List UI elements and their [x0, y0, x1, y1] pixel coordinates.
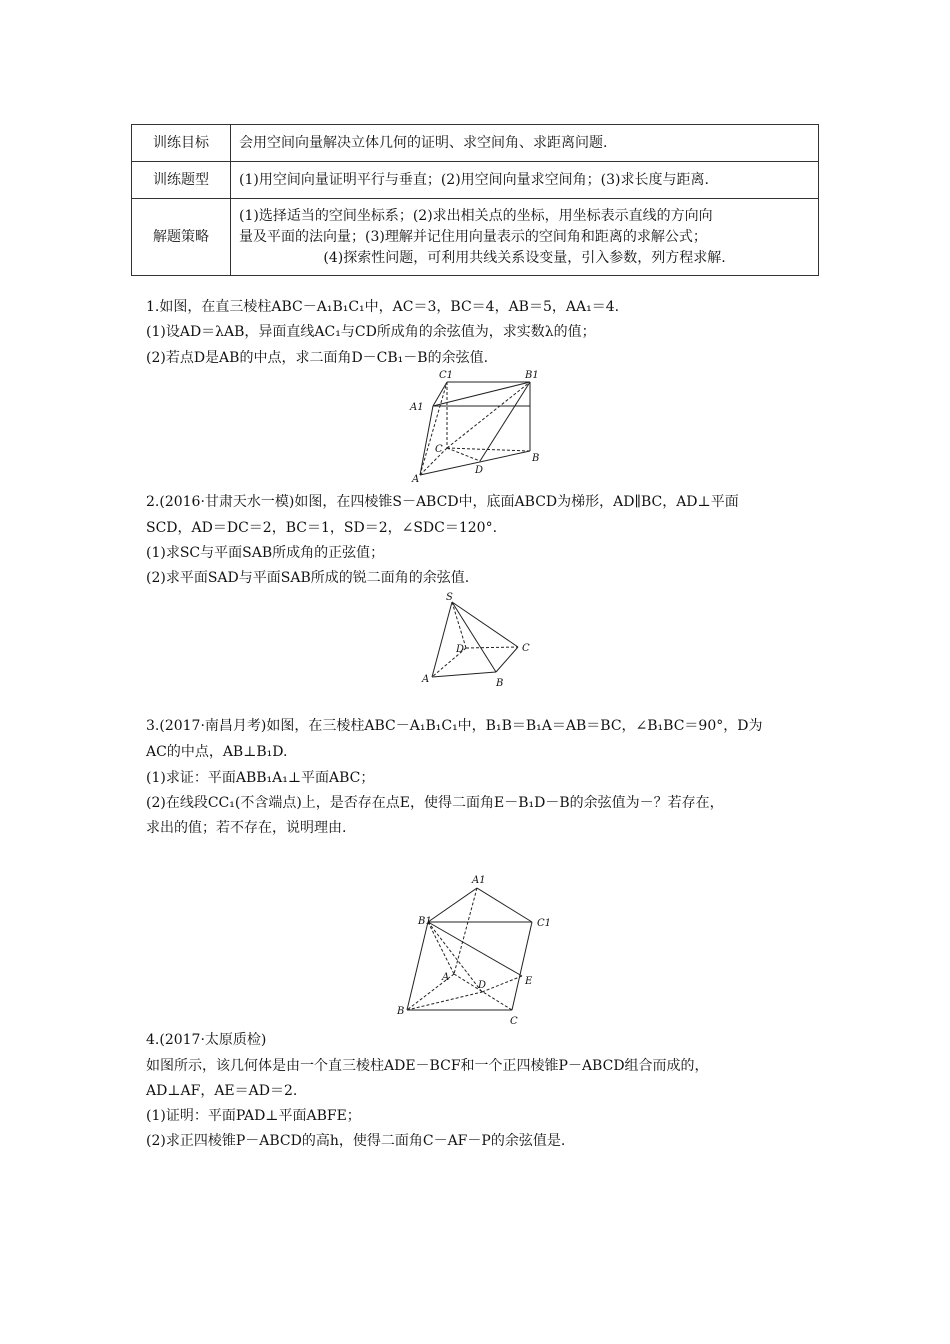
row-label: 训练题型 — [132, 162, 231, 199]
problem-2-line: (1)求SC与平面SAB所成角的正弦值； — [146, 545, 385, 561]
figure-label: C — [435, 444, 443, 455]
problem-4-line: (2)求正四棱锥P－ABCD的高h，使得二面角C－AF－P的余弦值是. — [146, 1133, 566, 1149]
prism-figure-1 — [405, 368, 555, 483]
figure-label: S — [446, 592, 453, 603]
row-text: (1)用空间向量证明平行与垂直；(2)用空间向量求空间角；(3)求长度与距离. — [231, 162, 819, 199]
problem-3-line: 求出的值；若不存在，说明理由. — [146, 820, 347, 836]
figure-label: B — [496, 678, 504, 689]
table-row — [132, 162, 819, 199]
row-text: 会用空间向量解决立体几何的证明、求空间角、求距离问题. — [231, 125, 819, 162]
problem-3-line: 3.(2017·南昌月考)如图，在三棱柱ABC－A₁B₁C₁中，B₁B＝B₁A＝AB＝BC，∠B₁BC＝90°，D为 — [146, 718, 763, 734]
strategy-line: 量及平面的法向量；(3)理解并记住用向量表示的空间角和距离的求解公式； — [239, 228, 707, 245]
problem-1-line: (2)若点D是AB的中点，求二面角D－CB₁－B的余弦值. — [146, 350, 489, 366]
table-row — [132, 199, 819, 276]
problem-4-line: 4.(2017·太原质检) — [146, 1032, 267, 1048]
figure-label: B — [397, 1006, 405, 1017]
figure-label: A — [422, 674, 430, 685]
problem-3-line: (1)求证：平面ABB₁A₁⊥平面ABC； — [146, 770, 375, 786]
figure-label: A — [412, 474, 420, 485]
row-label: 训练目标 — [132, 125, 231, 162]
figure-label: B — [532, 453, 540, 464]
figure-label: D — [456, 644, 465, 655]
figure-label: C — [510, 1016, 518, 1027]
problem-3-line: (2)在线段CC₁(不含端点)上，是否存在点E，使得二面角E－B₁D－B的余弦值为－？若存在， — [146, 795, 724, 811]
figure-label: A1 — [472, 875, 486, 886]
problem-4-line: (1)证明：平面PAD⊥平面ABFE； — [146, 1108, 361, 1124]
figure-label: D — [478, 980, 487, 991]
figure-label: C1 — [439, 370, 454, 381]
figure-label: B1 — [525, 370, 539, 381]
problem-3-line: AC的中点，AB⊥B₁D. — [146, 744, 288, 760]
problem-2-line: SCD，AD＝DC＝2，BC＝1，SD＝2，∠SDC＝120°. — [146, 520, 498, 536]
strategy-line: (4)探索性问题，可利用共线关系设变量，引入参数，列方程求解. — [323, 249, 726, 266]
pyramid-figure-2 — [418, 590, 548, 690]
training-info-table — [131, 124, 819, 276]
strategy-line: (1)选择适当的空间坐标系；(2)求出相关点的坐标，用坐标表示直线的方向向 — [239, 207, 713, 224]
problem-2-line: 2.(2016·甘肃天水一模)如图，在四棱锥S－ABCD中，底面ABCD为梯形，AD∥BC，AD⊥平面 — [146, 494, 739, 510]
problem-2-line: (2)求平面SAD与平面SAB所成的锐二面角的余弦值. — [146, 570, 470, 586]
figure-label: A — [442, 972, 450, 983]
row-label: 解题策略 — [132, 199, 231, 276]
table-row — [132, 125, 819, 162]
problem-4-line: AD⊥AF，AE＝AD＝2. — [146, 1083, 298, 1099]
problem-1-line: 1.如图，在直三棱柱ABC－A₁B₁C₁中，AC＝3，BC＝4，AB＝5，AA₁＝4. — [146, 299, 620, 315]
figure-label: E — [525, 976, 533, 987]
prism-figure-3 — [392, 868, 562, 1028]
figure-label: A1 — [410, 402, 424, 413]
problem-4-line: 如图所示，该几何体是由一个直三棱柱ADE－BCF和一个正四棱锥P－ABCD组合而成的， — [146, 1058, 709, 1074]
figure-label: C1 — [537, 918, 552, 929]
row-text — [231, 199, 819, 276]
figure-label: B1 — [418, 916, 432, 927]
figure-label: D — [475, 465, 484, 476]
figure-label: C — [522, 643, 530, 654]
problem-1-line: (1)设AD＝λAB，异面直线AC₁与CD所成角的余弦值为，求实数λ的值； — [146, 324, 596, 340]
